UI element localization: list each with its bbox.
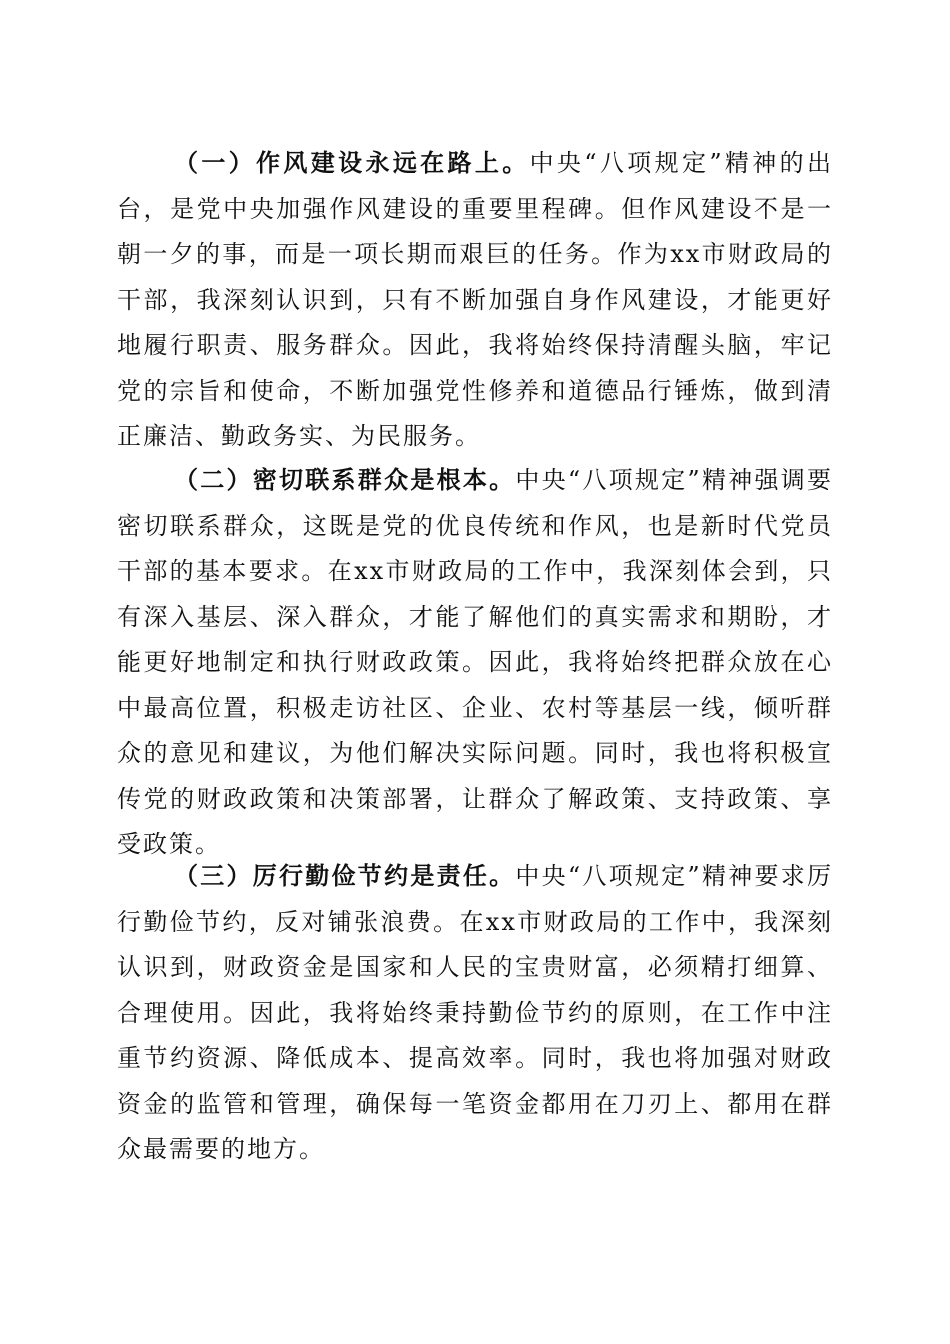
paragraph-heading: （二）密切联系群众是根本。 [174,465,516,494]
paragraph-body: 中央“八项规定”精神的出台，是党中央加强作风建设的重要里程碑。但作风建设不是一朝一夕的事，而是一项长期而艰巨的任务。作为xx市财政局的干部，我深刻认识到，只有不断加强自身作风建设，才能更好地履行职责、服务群众。因此，我将始终保持清醒头脑，牢记党的宗旨和使命，不断加强党性修养和道德品行锤炼，做到清正廉洁、勤政务实、为民服务。 [117,149,833,450]
paragraph-work-style [117,140,833,460]
paragraph-body: 中央“八项规定”精神要求厉行勤俭节约，反对铺张浪费。在xx市财政局的工作中，我深刻认识到，财政资金是国家和人民的宝贵财富，必须精打细算、合理使用。因此，我将始终秉持勤俭节约的原则，在工作中注重节约资源、降低成本、提高效率。同时，我也将加强对财政资金的监管和管理，确保每一笔资金都用在刀刃上、都用在群众最需要的地方。 [117,862,833,1163]
paragraph-thrift [117,853,833,1173]
paragraph-contact-masses [117,457,833,868]
paragraph-heading: （三）厉行勤俭节约是责任。 [174,861,516,890]
paragraph-heading: （一）作风建设永远在路上。 [174,148,530,177]
paragraph-body: 中央“八项规定”精神强调要密切联系群众，这既是党的优良传统和作风，也是新时代党员干部的基本要求。在xx市财政局的工作中，我深刻体会到，只有深入基层、深入群众，才能了解他们的真实需求和期盼，才能更好地制定和执行财政政策。因此，我将始终把群众放在心中最高位置，积极走访社区、企业、农村等基层一线，倾听群众的意见和建议，为他们解决实际问题。同时，我也将积极宣传党的财政政策和决策部署，让群众了解政策、支持政策、享受政策。 [117,466,833,858]
